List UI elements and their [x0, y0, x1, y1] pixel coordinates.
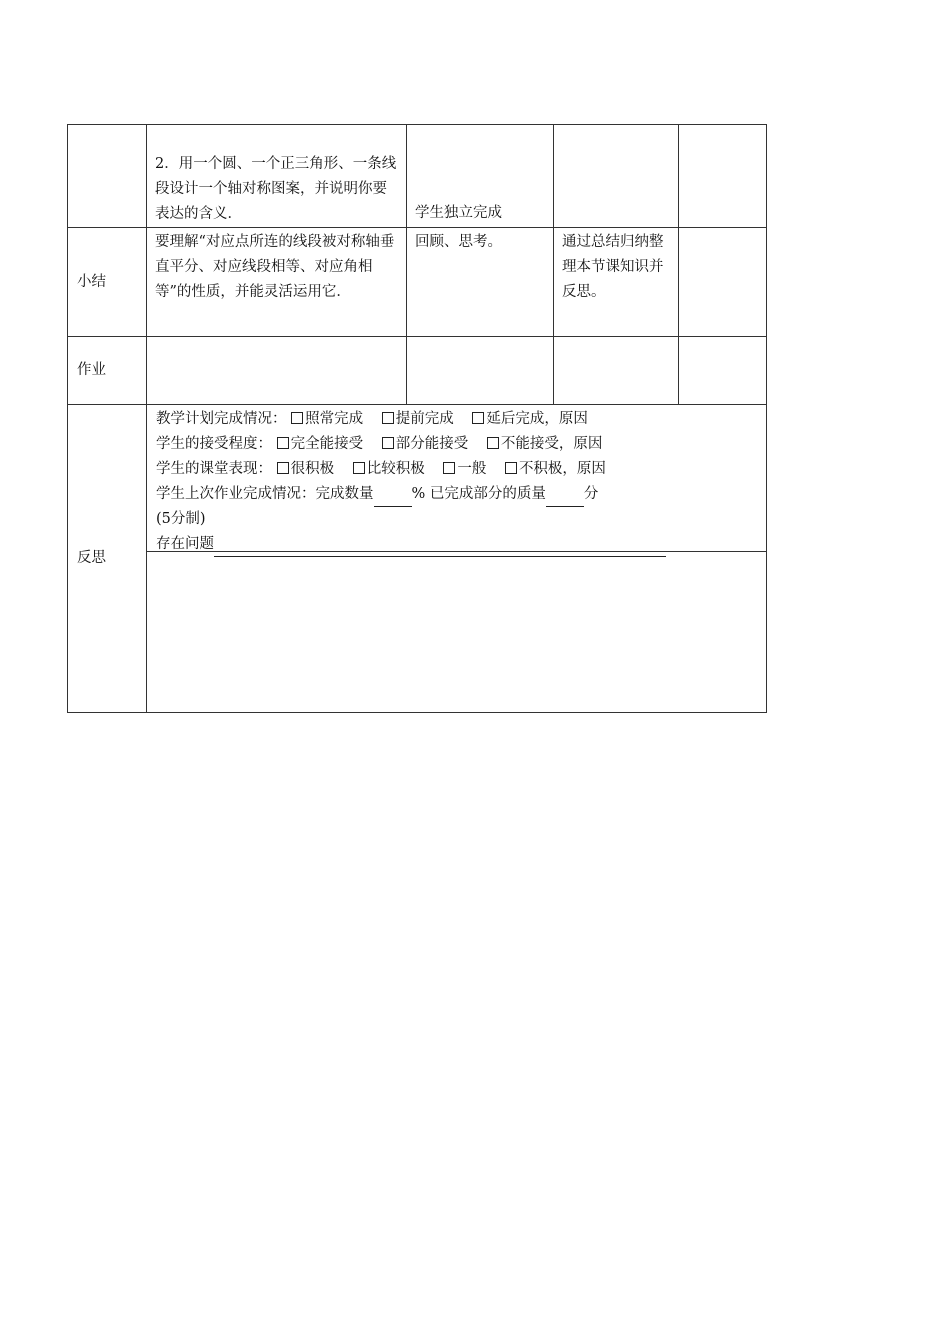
acceptance-line — [156, 432, 758, 457]
homework-status-line — [156, 482, 758, 507]
performance-very-active-label: 很积极 — [290, 461, 335, 477]
activity-student-cell — [407, 125, 554, 228]
acceptance-prefix: 学生的接受程度： — [156, 436, 272, 452]
activity-content-text: 2．用一个圆、一个正三角形、一条线段设计一个轴对称图案，并说明你要表达的含义． — [155, 156, 397, 222]
plan-completion-line — [156, 407, 758, 432]
acceptance-full-label: 完全能接受 — [290, 436, 364, 452]
acceptance-none-label: 不能接受，原因 — [500, 436, 603, 452]
reflection-checklist — [147, 405, 766, 552]
table-row-homework — [68, 337, 767, 405]
summary-label-cell: 小结 — [68, 228, 147, 337]
acceptance-partial-checkbox[interactable] — [382, 437, 394, 449]
table-row-reflection — [68, 405, 767, 713]
plan-option-early-checkbox[interactable] — [382, 412, 394, 424]
table-row-activity — [68, 125, 767, 228]
completion-count-blank[interactable] — [374, 492, 412, 507]
acceptance-full-checkbox[interactable] — [277, 437, 289, 449]
acceptance-partial-label: 部分能接受 — [395, 436, 469, 452]
quality-score-blank[interactable] — [546, 492, 584, 507]
summary-intent-cell — [554, 228, 679, 337]
activity-student-text: 学生独立完成 — [415, 205, 502, 221]
scale-note: (5分制) — [156, 511, 206, 527]
activity-content-cell — [147, 125, 407, 228]
performance-line — [156, 457, 758, 482]
reflection-label-cell: 反思 — [68, 405, 147, 713]
performance-average-checkbox[interactable] — [443, 462, 455, 474]
reflection-notes-area[interactable] — [147, 552, 766, 710]
issues-label: 存在问题 — [156, 536, 214, 552]
performance-inactive-label: 不积极，原因 — [518, 461, 606, 477]
plan-completion-prefix: 教学计划完成情况： — [156, 411, 287, 427]
homework-student-cell — [407, 337, 554, 405]
summary-student-cell — [407, 228, 554, 337]
homework-status-prefix: 学生上次作业完成情况：完成数量 — [156, 486, 374, 502]
reflection-content-cell — [147, 405, 767, 713]
activity-label-cell — [68, 125, 147, 228]
activity-notes-cell — [679, 125, 767, 228]
performance-very-active-checkbox[interactable] — [277, 462, 289, 474]
plan-option-delayed-label: 延后完成，原因 — [486, 411, 588, 427]
plan-option-delayed-checkbox[interactable] — [472, 412, 484, 424]
score-unit: 分 — [583, 486, 599, 502]
plan-option-normal-label: 照常完成 — [305, 411, 364, 427]
performance-active-checkbox[interactable] — [353, 462, 365, 474]
table-row-summary — [68, 228, 767, 337]
homework-content-cell — [147, 337, 407, 405]
homework-intent-cell — [554, 337, 679, 405]
performance-active-label: 比较积极 — [366, 461, 425, 477]
summary-notes-cell — [679, 228, 767, 337]
summary-content-cell — [147, 228, 407, 337]
acceptance-none-checkbox[interactable] — [487, 437, 499, 449]
summary-intent-text: 通过总结归纳整理本节课知识并反思。 — [562, 234, 664, 300]
quality-label: 已完成部分的质量 — [429, 486, 546, 502]
homework-notes-cell — [679, 337, 767, 405]
plan-option-early-label: 提前完成 — [395, 411, 454, 427]
summary-student-text: 回顾、思考。 — [415, 234, 502, 250]
performance-inactive-checkbox[interactable] — [505, 462, 517, 474]
issues-blank[interactable] — [214, 539, 666, 557]
percent-sign: % — [411, 486, 426, 502]
lesson-plan-table — [67, 124, 767, 713]
homework-label-cell: 作业 — [68, 337, 147, 405]
performance-average-label: 一般 — [457, 461, 487, 477]
plan-option-normal-checkbox[interactable] — [291, 412, 303, 424]
performance-prefix: 学生的课堂表现： — [156, 461, 272, 477]
activity-intent-cell — [554, 125, 679, 228]
summary-content-text: 要理解“对应点所连的线段被对称轴垂直平分、对应线段相等、对应角相等”的性质，并能灵活运用它． — [155, 234, 395, 300]
